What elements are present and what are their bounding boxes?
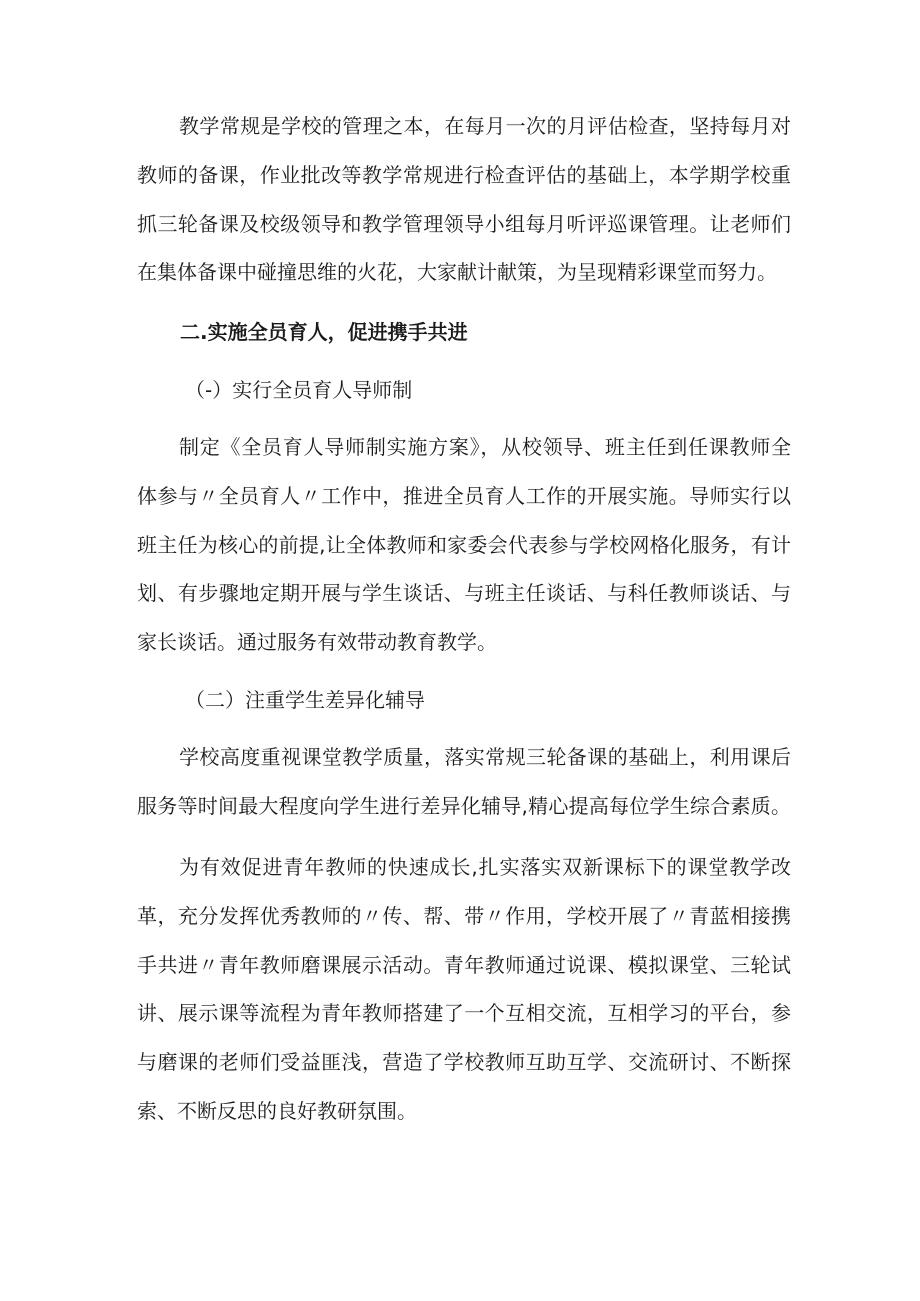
- paragraph-teaching-routine: [137, 102, 791, 297]
- paragraph-mentor-system: [137, 423, 791, 667]
- paragraph-line: 在集体备课中碰撞思维的火花，大家献计献策，为呈现精彩课堂而努力。: [137, 260, 777, 285]
- paragraph-line: 划、有步骤地定期开展与学生谈话、与班主任谈话、与科任教师谈话、与: [137, 581, 791, 606]
- paragraph-line: 为有效促进青年教师的快速成长,扎实落实双新课标下的课堂教学改: [179, 855, 791, 879]
- paragraph-line: 与磨课的老师们受益匪浅，营造了学校教师互助互学、交流研讨、不断探: [137, 1050, 791, 1075]
- subsection-heading-differentiated-tutoring: （二）注重学生差异化辅导: [185, 688, 425, 712]
- paragraph-line: 教师的备课，作业批改等教学常规进行检查评估的基础上，本学期学校重: [137, 162, 791, 187]
- paragraph-line: 家长谈话。通过服务有效带动教育教学。: [137, 630, 497, 655]
- paragraph-line: 班主任为核心的前提,让全体教师和家委会代表参与学校网格化服务，有计: [137, 532, 791, 557]
- section-heading-all-staff-education: 二.实施全员育人，促进携手共进: [180, 320, 468, 344]
- paragraph-line: 索、不断反思的良好教研氛围。: [137, 1098, 417, 1123]
- paragraph-differentiated-tutoring: [137, 733, 791, 831]
- paragraph-line: 抓三轮备课及校级领导和教学管理领导小组每月听评巡课管理。让老师们: [137, 211, 791, 236]
- paragraph-line: 制定《全员育人导师制实施方案》，从校领导、班主任到任课教师全: [179, 435, 791, 459]
- subsection-heading-mentor-system: （-）实行全员育人导师制: [185, 378, 413, 402]
- paragraph-line: 讲、展示课等流程为青年教师搭建了一个互相交流，互相学习的平台，参: [137, 1001, 791, 1026]
- paragraph-line: 教学常规是学校的管理之本，在每月一次的月评估检查，坚持每月对: [179, 114, 791, 138]
- paragraph-line: 学校高度重视课堂教学质量，落实常规三轮备课的基础上，利用课后: [179, 745, 791, 769]
- paragraph-line: 革，充分发挥优秀教师的〃传、帮、带〃作用，学校开展了〃青蓝相接携: [137, 903, 791, 928]
- paragraph-young-teacher-growth: [137, 843, 791, 1136]
- paragraph-line: 服务等时间最大程度向学生进行差异化辅导,精心提高每位学生综合素质。: [137, 793, 791, 818]
- paragraph-line: 体参与〃全员育人〃工作中，推进全员育人工作的开展实施。导师实行以: [137, 483, 791, 508]
- paragraph-line: 手共进〃青年教师磨课展示活动。青年教师通过说课、模拟课堂、三轮试: [137, 952, 791, 977]
